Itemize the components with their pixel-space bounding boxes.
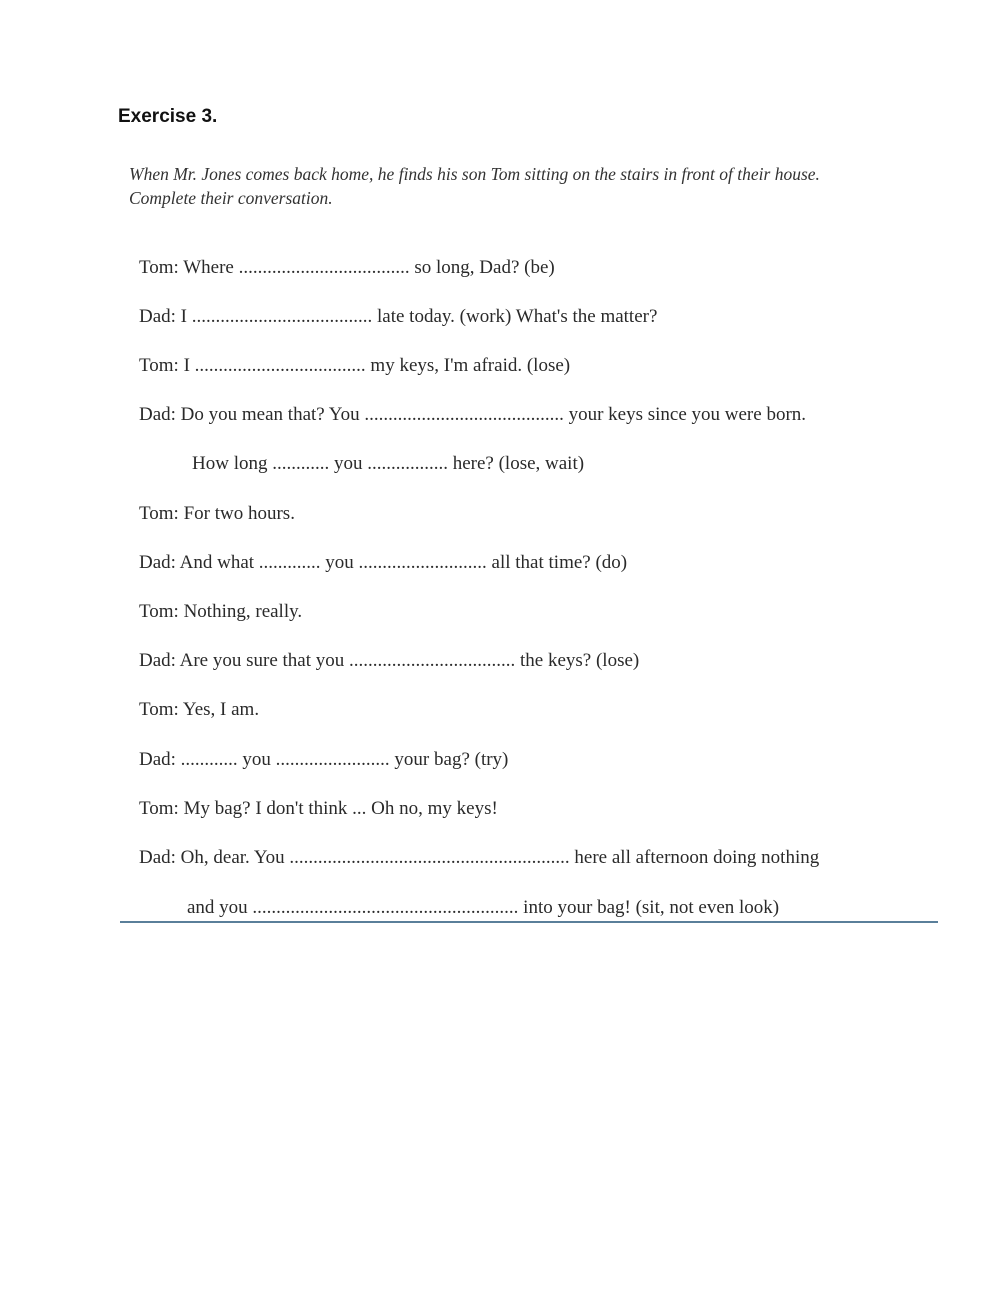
dialogue-line-11: Dad: ............ you ........................ your bag? (try): [139, 749, 509, 770]
dialogue-line-6: Tom: For two hours.: [139, 503, 295, 524]
dialogue-line-14: and you ........................................................ into your bag! (sit, not even look): [187, 897, 780, 918]
instructions: [129, 162, 949, 210]
dialogue-line-9: Dad: Are you sure that you ................................... the keys? (lose): [139, 650, 640, 671]
dialogue-line-4: Dad: Do you mean that? You .......................................... your keys since you were born.: [139, 404, 807, 425]
dialogue-line-7: Dad: And what ............. you ........................... all that time? (do): [139, 552, 628, 573]
dialogue-line-3: Tom: I .................................... my keys, I'm afraid. (lose): [139, 355, 571, 376]
bottom-divider: [120, 921, 938, 923]
dialogue-line-5: How long ............ you ................. here? (lose, wait): [192, 453, 585, 474]
dialogue-line-8: Tom: Nothing, really.: [139, 601, 303, 622]
dialogue-line-12: Tom: My bag? I don't think ... Oh no, my keys!: [139, 798, 498, 819]
instructions-line-1: When Mr. Jones comes back home, he finds his son Tom sitting on the stairs in front of their house.: [129, 164, 820, 184]
dialogue-line-1: Tom: Where .................................... so long, Dad? (be): [139, 257, 555, 278]
instructions-line-2: Complete their conversation.: [129, 188, 333, 208]
exercise-title: Exercise 3.: [118, 106, 218, 127]
dialogue-line-10: Tom: Yes, I am.: [139, 699, 260, 720]
dialogue-line-2: Dad: I ...................................... late today. (work) What's the matter?: [139, 306, 658, 327]
dialogue-line-13: Dad: Oh, dear. You ........................................................... here all afternoon doing nothing: [139, 847, 820, 868]
